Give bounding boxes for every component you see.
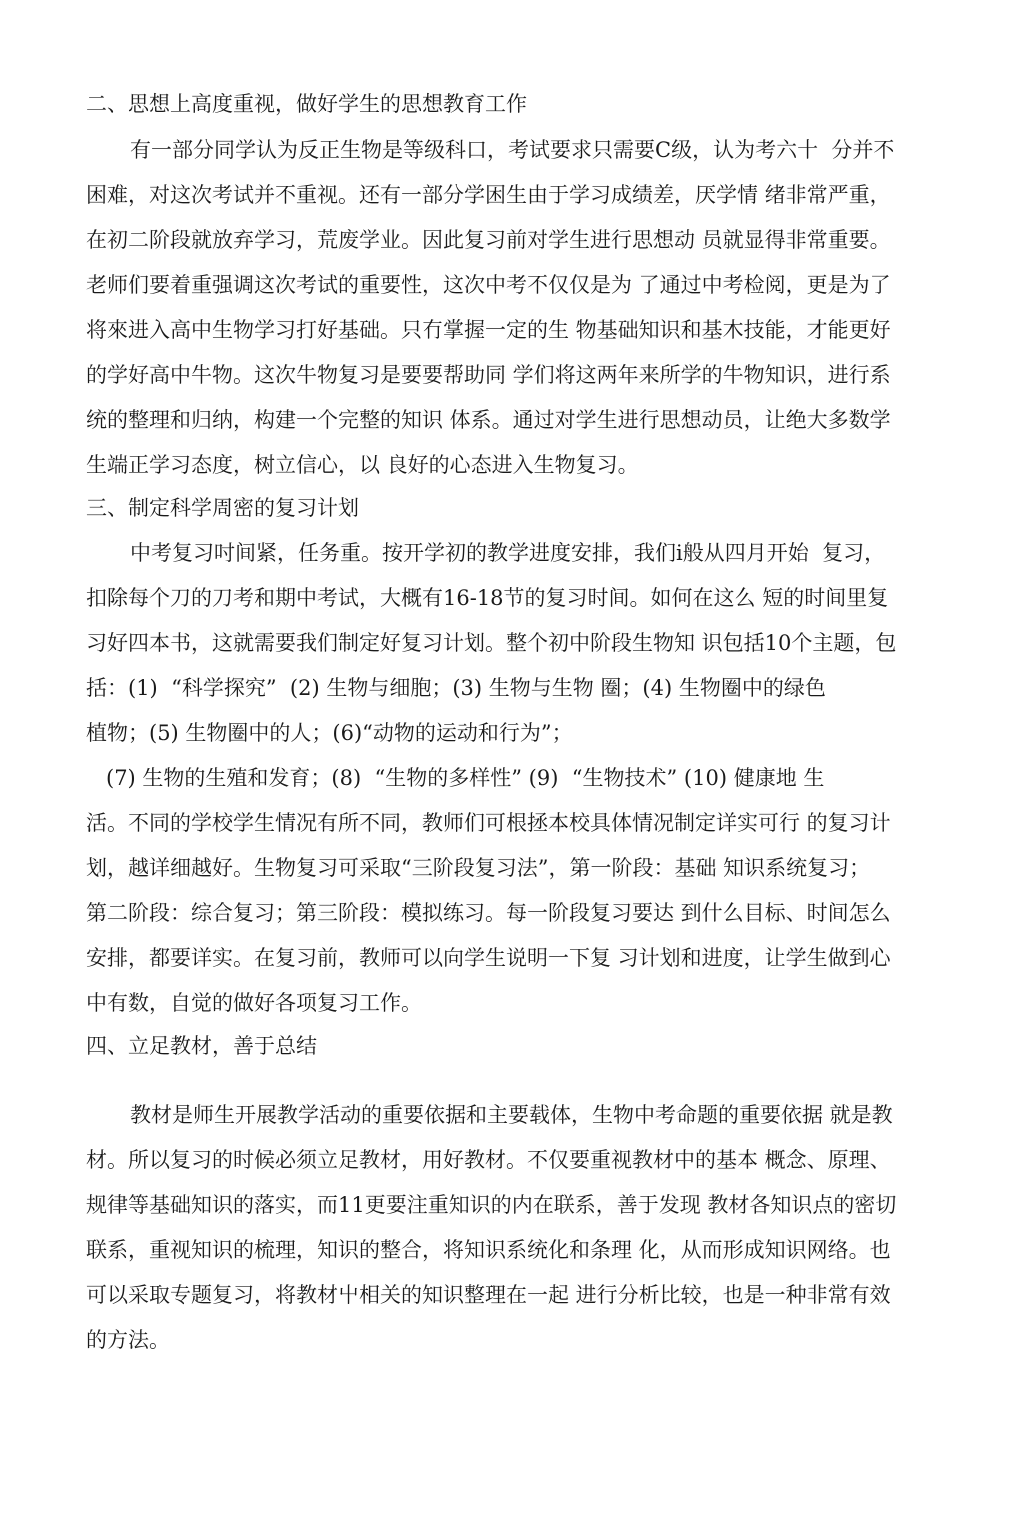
paragraph-line: 在初二阶段就放弃学习，荒废学业。因此复习前对学生进行思想动 员就显得非常重要。 xyxy=(86,228,891,252)
paragraph-line: 规律等基础知识的落实，而11更要注重知识的内在联系，善于发现 教材各知识点的密切 xyxy=(86,1193,897,1217)
paragraph-line: 的方法。 xyxy=(86,1328,170,1352)
paragraph-line: 可以采取专题复习，将教材屮相关的知识整理在一起 进行分析比较，也是一种非常有效 xyxy=(86,1283,891,1307)
paragraph-line: 植物；(5) 生物圈中的人；(6)“动物的运动和行为”； xyxy=(86,721,573,745)
paragraph-line: 活。不同的学校学生情况有所不同，教师们可根拯本校具体情况制定详实可行 的复习计 xyxy=(86,811,891,835)
paragraph-line: 有一部分同学认为反正生物是等级科口，考试要求只需要C级，认为考六十 分并不 xyxy=(130,138,895,162)
paragraph-line: 中考复习吋间紧，任务重。按开学初的教学进度安排，我们i般从四月开始 复习， xyxy=(130,541,886,565)
paragraph-line: 困难，对这次考试并不重视。还有一部分学困生由于学习成绩差，厌学情 绪非常严重， xyxy=(86,183,891,207)
paragraph-line: 习好四本书，这就需要我们制定好复习计划。整个初中阶段生物知 识包括10个主题，包 xyxy=(86,631,897,655)
paragraph-line: 中有数，自觉的做好各项复习工作。 xyxy=(86,991,422,1015)
paragraph-line: 将來进入高中生物学习打好基础。只冇掌握一定的生 物基础知识和基木技能，才能更好 xyxy=(86,318,891,342)
paragraph-line: (7) 生物的生殖和发育；(8) “生物的多样性” (9) “生物技术” (10) 健康地 生 xyxy=(106,766,825,790)
paragraph-line: 扣除每个刀的刀考和期中考试，大概有16-18节的复习时间。如何在这么 短的时间里复 xyxy=(86,586,889,610)
paragraph-line: 安排，都要详实。在复习前，教师可以向学生说明一下复 习计划和进度，让学生做到心 xyxy=(86,946,891,970)
paragraph-line: 括：(1) “科学探究” (2) 生物与细胞；(3) 生物与生物 圈；(4) 生物圈中的绿色 xyxy=(86,676,826,700)
paragraph-line: 划，越详细越好。生物复习可采取“三阶段复习法”，第一阶段：基础 知识系统复习； xyxy=(86,856,871,880)
section-heading-4: 四、立足教材，善于总结 xyxy=(86,1034,317,1058)
paragraph-line: 统的整理和归纳，构建一个完整的知识 体系。通过对学生进行思想动员，让绝大多数学 xyxy=(86,408,891,432)
section-heading-3: 三、制定科学周密的复习计划 xyxy=(86,496,359,520)
paragraph-line: 教材是师生开展教学活动的重要依据和主要载体，生物中考命题的重要依据 就是教 xyxy=(130,1103,893,1127)
paragraph-line: 生端正学习态度，树立信心，以 良好的心态进入生物复习。 xyxy=(86,453,639,477)
paragraph-line: 的学好高中牛物。这次牛物复习是要要帮助同 学们将这两年来所学的牛物知识，进行系 xyxy=(86,363,891,387)
paragraph-line: 材。所以复习的时候必须立足教材，用好教材。不仅要重视教材中的基本 概念、原理、 xyxy=(86,1148,891,1172)
paragraph-line: 第二阶段：综合复习；第三阶段：模拟练习。每一阶段复习要达 到什么目标、时间怎么 xyxy=(86,901,891,925)
paragraph-line: 老师们要着重强调这次考试的重要性，这次中考不仅仅是为 了通过中考检阅，更是为了 xyxy=(86,273,891,297)
paragraph-line: 联系，重视知识的梳理，知识的整合，将知识系统化和条理 化，从而形成知识网络。也 xyxy=(86,1238,891,1262)
section-heading-2: 二、思想上高度重视，做好学生的思想教育工作 xyxy=(86,92,527,116)
